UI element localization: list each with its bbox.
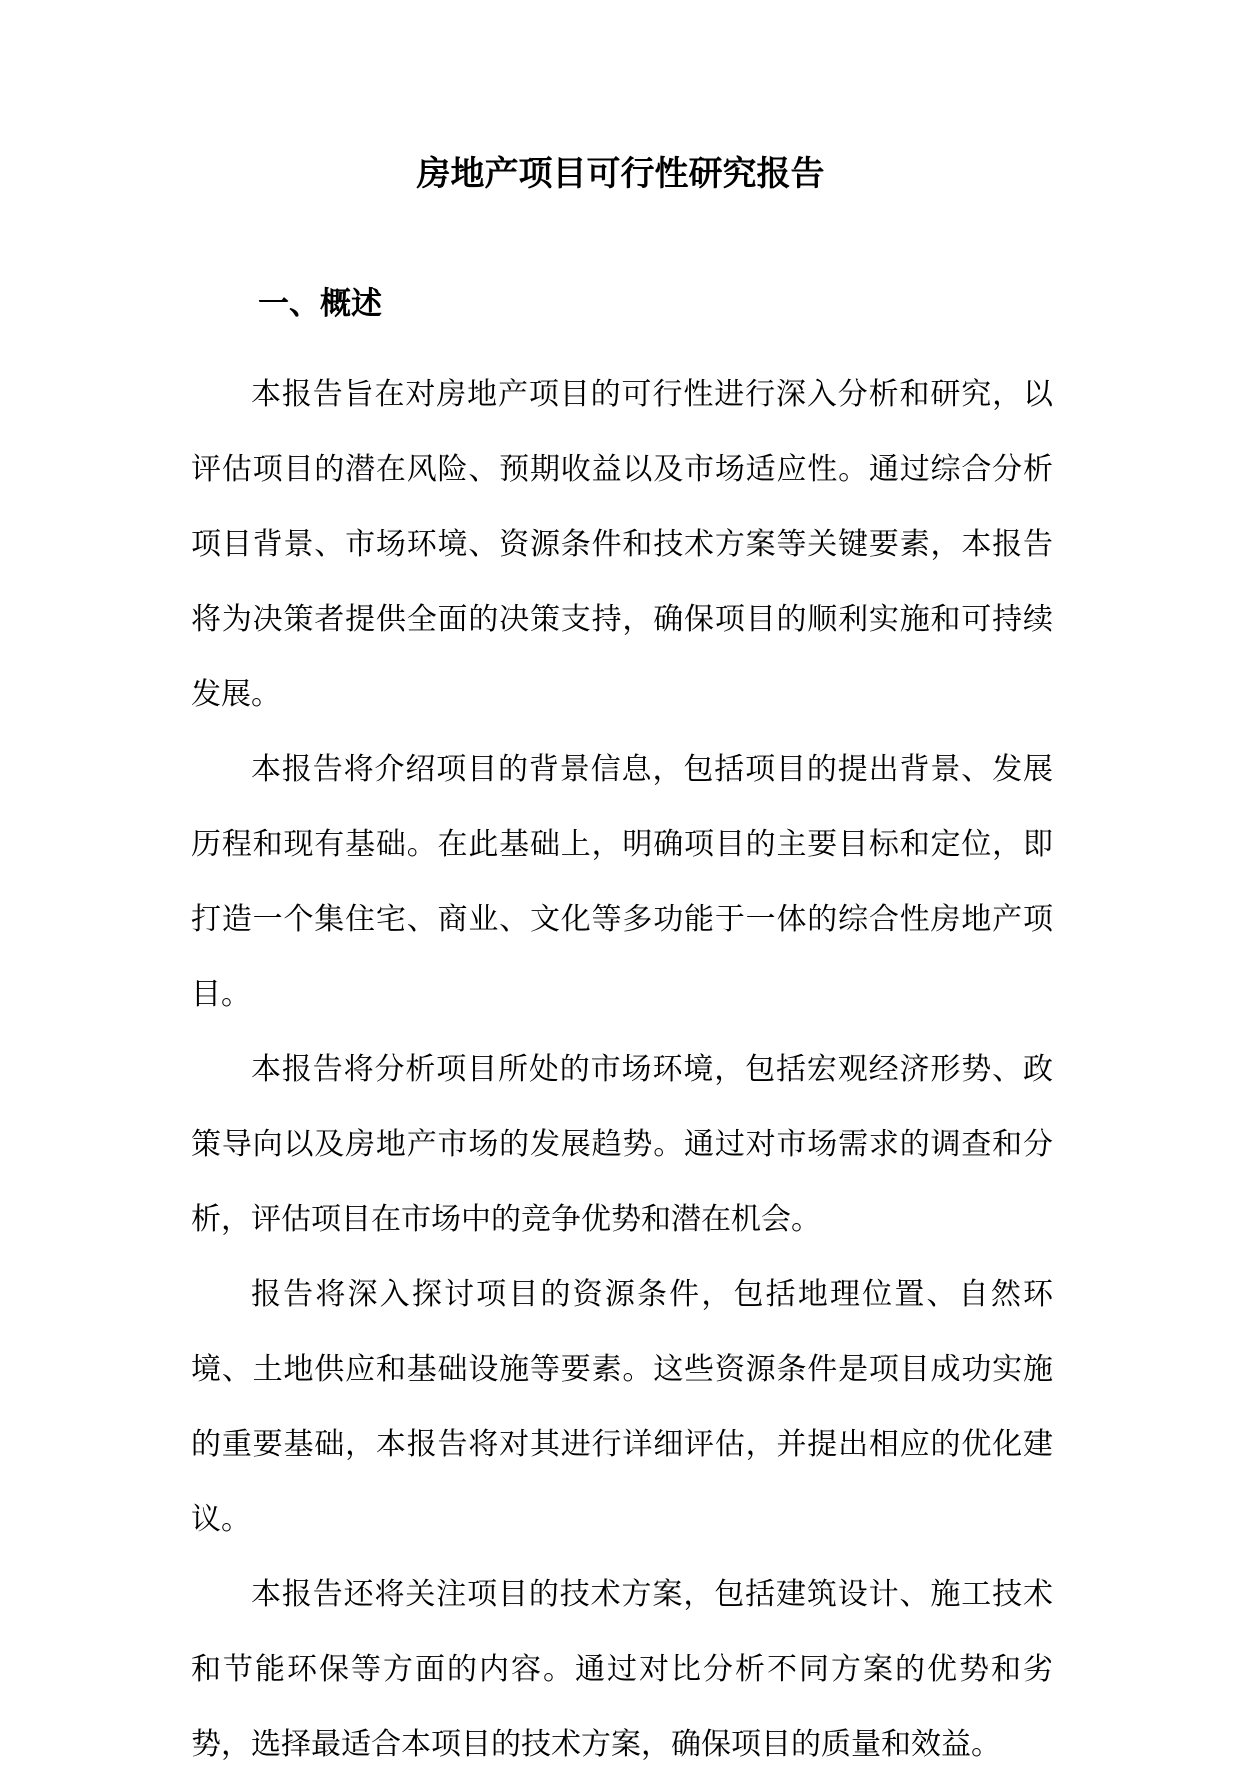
page-title: 房地产项目可行性研究报告 [416, 154, 825, 194]
paragraph: 本报告旨在对房地产项目的可行性进行深入分析和研究，以评估项目的潜在风险、预期收益以及市场适应性。通过综合分析项目背景、市场环境、资源条件和技术方案等关键要素，本报告将为决策者提供全面的决策支持，确保项目的顺利实施和可持续发展。 [191, 377, 1053, 712]
paragraph: 本报告还将关注项目的技术方案，包括建筑设计、施工技术和节能环保等方面的内容。通过对比分析不同方案的优势和劣势，选择最适合本项目的技术方案，确保项目的质量和效益。 [191, 1577, 1053, 1762]
section-heading: 一、概述 [258, 286, 382, 322]
paragraph: 本报告将分析项目所处的市场环境，包括宏观经济形势、政策导向以及房地产市场的发展趋势。通过对市场需求的调查和分析，评估项目在市场中的竞争优势和潜在机会。 [191, 1052, 1053, 1237]
paragraph: 报告将深入探讨项目的资源条件，包括地理位置、自然环境、土地供应和基础设施等要素。这些资源条件是项目成功实施的重要基础，本报告将对其进行详细评估，并提出相应的优化建议。 [191, 1277, 1053, 1537]
section-body [191, 357, 1053, 1782]
paragraph: 本报告将介绍项目的背景信息，包括项目的提出背景、发展历程和现有基础。在此基础上，明确项目的主要目标和定位，即打造一个集住宅、商业、文化等多功能于一体的综合性房地产项目。 [191, 752, 1053, 1012]
